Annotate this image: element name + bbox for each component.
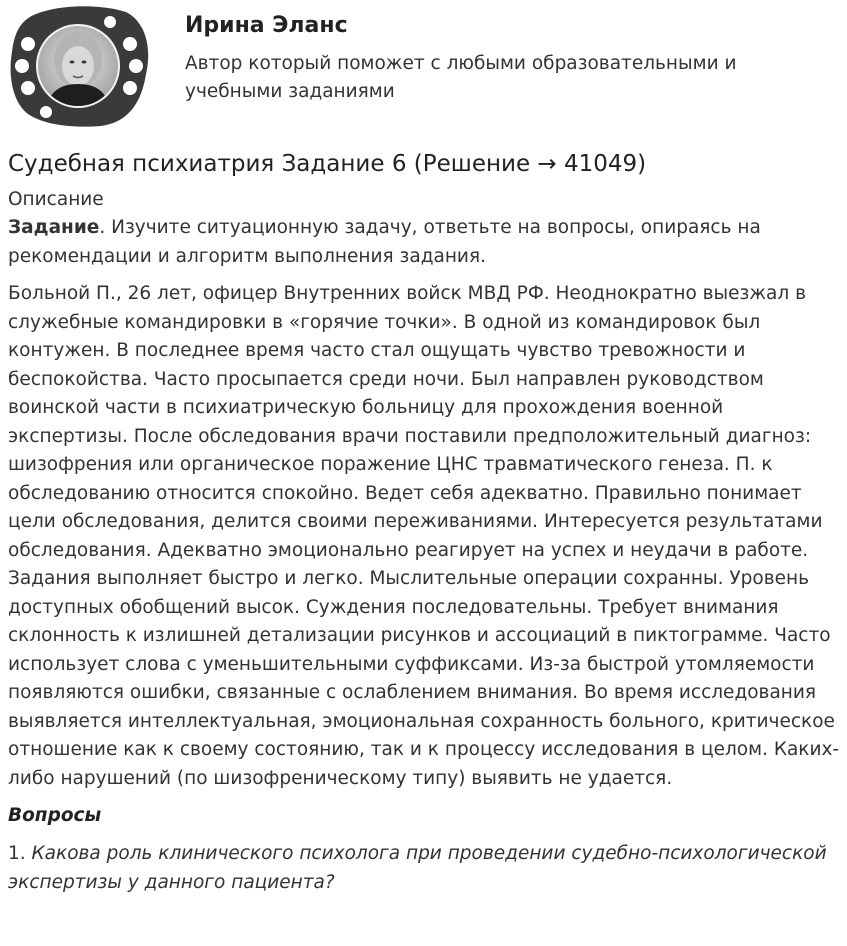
description-label: Описание bbox=[8, 189, 104, 210]
task-paragraph bbox=[8, 214, 840, 271]
author-description: Автор который поможет с любыми образовательными и учебными заданиями bbox=[185, 53, 737, 102]
film-frame-icon bbox=[6, 4, 152, 128]
task-content bbox=[8, 148, 840, 897]
question-item bbox=[8, 840, 840, 897]
author-name[interactable]: Ирина Эланс bbox=[185, 13, 348, 38]
author-avatar[interactable] bbox=[6, 4, 152, 128]
task-label: Задание bbox=[8, 217, 100, 238]
question-text: Какова роль клинического психолога при проведении судебно-психологической экспертизы у данного пациента? bbox=[8, 843, 827, 893]
page-title: Судебная психиатрия Задание 6 (Решение → 41049) bbox=[8, 151, 647, 177]
case-paragraph: Больной П., 26 лет, офицер Внутренних войск МВД РФ. Неоднократно выезжал в служебные командировки в «горячие точки». В одной из командировок был контужен. В последнее время часто стал ощущать чувство тревожности и беспокойства. Часто просыпается среди ночи. Был направлен руководством воинской части в психиатрическую больницу для прохождения военной экспертизы. После обследования врачи поставили предположительный диагноз: шизофрения или органическое поражение ЦНС травматического генеза. П. к обследованию относится спокойно. Ведет себя адекватно. Правильно понимает цели обследования, делится своими переживаниями. Интересуется результатами обследования. Адекватно эмоционально реагирует на успех и неудачи в работе. Задания выполняет быстро и легко. Мыслительные операции сохранны. Уровень доступных обобщений высок. Суждения последовательны. Требует внимания склонность к излишней детализации рисунков и ассоциаций в пиктограмме. Часто использует слова с уменьшительными суффиксами. Из-за быстрой утомляемости появляются ошибки, связанные с ослаблением внимания. Во время исследования выявляется интеллектуальная, эмоциональная сохранность больного, критическое отношение как к своему состоянию, так и к процессу исследования в целом. Каких-либо нарушений (по шизофреническому типу) выявить не удается. bbox=[8, 283, 840, 789]
author-block bbox=[0, 0, 847, 130]
questions-heading: Вопросы bbox=[8, 805, 102, 826]
question-number: 1. bbox=[8, 843, 26, 864]
task-text: . Изучите ситуационную задачу, ответьте на вопросы, опираясь на рекомендации и алгоритм выполнения задания. bbox=[8, 217, 761, 267]
